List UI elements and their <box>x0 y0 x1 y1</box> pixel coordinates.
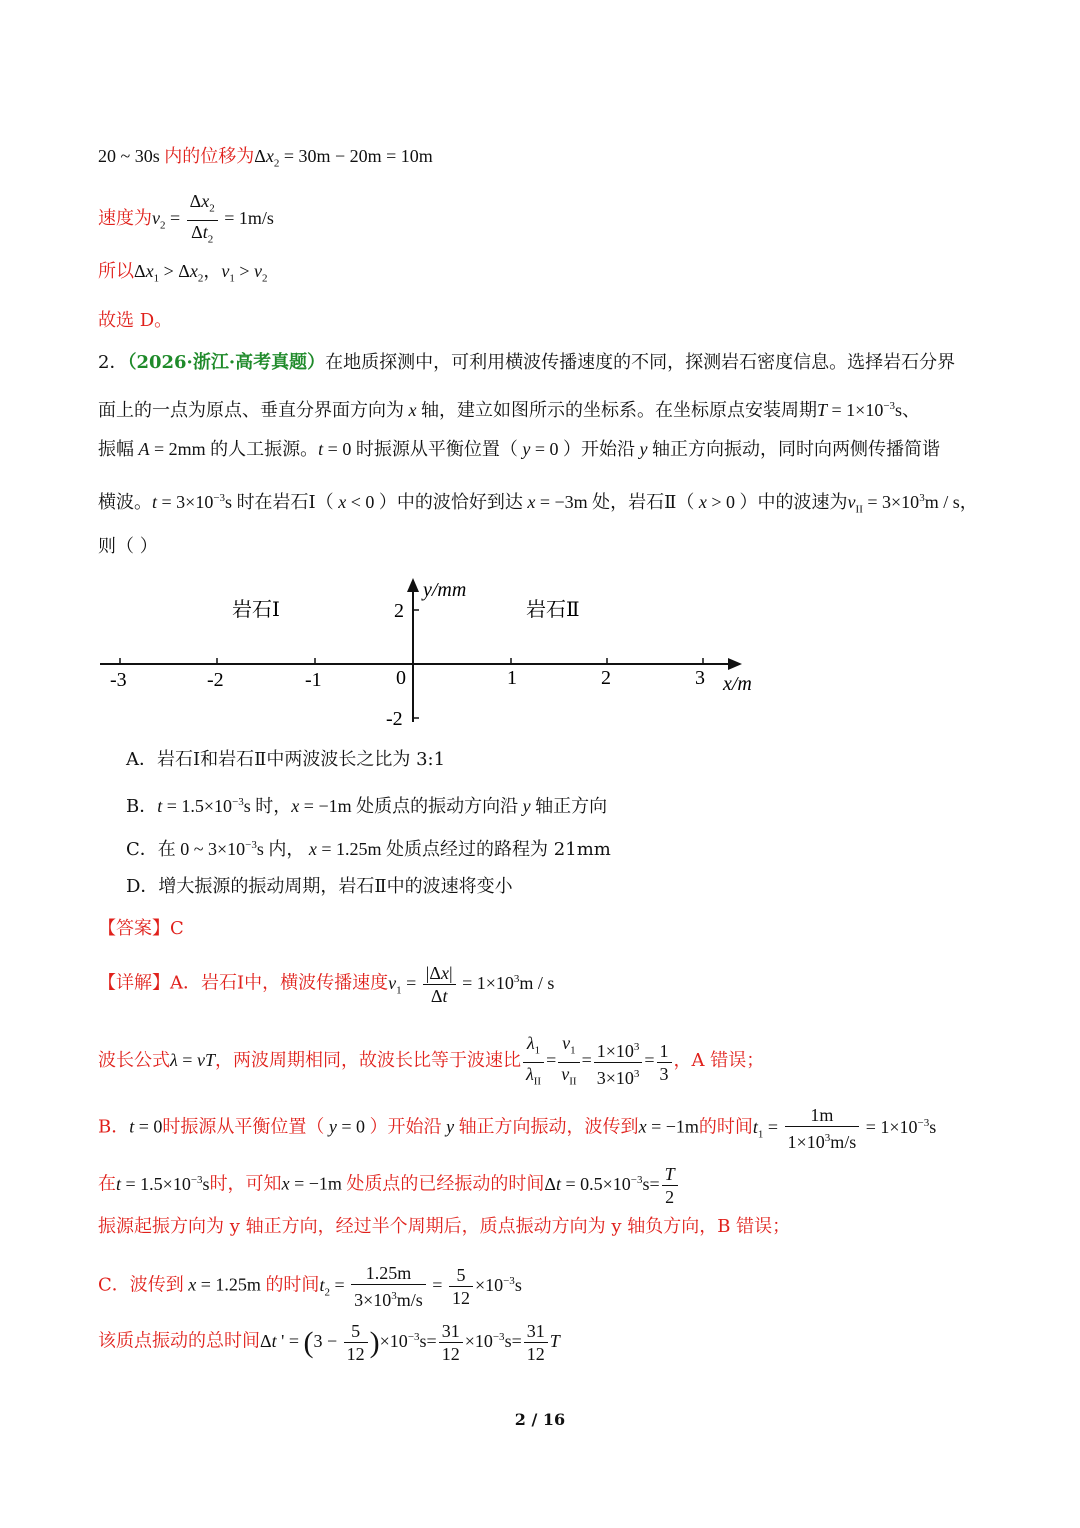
question-number: 2． <box>98 352 128 373</box>
solution-line-displacement: 20 ~ 30s 内的位移为$\Delta x_2 = 30m - 20m = 10m$ <box>98 146 433 170</box>
x-tick: -1 <box>305 669 322 691</box>
displacement-equation: = 30m − 20m = 10m <box>283 146 433 166</box>
x-tick: -2 <box>207 669 224 691</box>
x-tick: 3 <box>695 667 705 689</box>
rock-1-label: 岩石Ⅰ <box>232 599 280 621</box>
x-tick: 1 <box>507 667 517 689</box>
x-axis-label: x/m <box>723 673 752 695</box>
detail-c-line-2: 该质点振动的总时间Δt ' = (3 − $\frac{5}{12}$ )$\times 10^{-3}s=$ $\frac{31}{12}$ $\times 10^{-3}s=$ $\frac{31}{12}$ T <box>98 1321 560 1364</box>
option-c: C．在 0 ~ $3\times 10^{-3}s$ 内， x = 1.25m 处质点经过的路程为 21mm <box>126 839 611 860</box>
answer: 【答案】C <box>98 918 184 939</box>
y-axis-label: y/mm <box>423 579 467 601</box>
solution-line-velocity: 速度为$v_2$ = $\frac{\Delta x_2}{\Delta t_2}$ = 1m/s <box>98 191 274 246</box>
page-number: 2 / 16 <box>514 1410 566 1429</box>
solution-line-conclusion: 所以$\Delta x_1 > \Delta x_2$，$v_1 > v_2$ <box>98 261 268 285</box>
detail-b-line-2: 在$t = 1.5\times 10^{-3}s$时，可知x = −1m 处质点的已经振动的时间$\Delta t = 0.5\times 10^{-3}s=$ $\frac{T}{2}$ <box>98 1163 680 1208</box>
y-tick-top: 2 <box>394 600 404 622</box>
y-tick-bottom: -2 <box>386 708 403 730</box>
option-a: A．岩石Ⅰ和岩石Ⅱ中两波波长之比为 3:1 <box>126 749 446 770</box>
question-2-line-5: 则（ ） <box>98 536 158 557</box>
rock-2-label: 岩石Ⅱ <box>526 599 580 621</box>
displacement-label: 内的位移为 <box>164 146 255 167</box>
option-b: B．$t = 1.5\times 10^{-3}s$ 时，x = −1m 处质点的振动方向沿 y 轴正方向 <box>126 796 608 817</box>
solution-choice: 故选 D。 <box>98 310 173 331</box>
x-tick: -3 <box>110 669 127 691</box>
detail-b-line-1: B．t = 0时振源从平衡位置（ y = 0 ）开始沿 y 轴正方向振动，波传到x = −1m的时间$t_1$ = $\frac{1m}{1\times 10^3m/s}$ = $1\times 10^{-3}s$ <box>98 1105 937 1152</box>
time-range: 20 ~ 30s <box>98 146 165 166</box>
coordinate-figure <box>90 572 770 732</box>
conclusion-label: 所以 <box>98 261 134 282</box>
question-2-line-1: 2．（2026·浙江·高考真题）在地质探测中，可利用横波传播速度的不同，探测岩石密度信息。选择岩石分界 <box>98 352 956 373</box>
detail-b-line-3: 振源起振方向为 y 轴正方向，经过半个周期后，质点振动方向为 y 轴负方向，B 错误； <box>98 1216 791 1237</box>
question-2-line-4: 横波。$t = 3\times 10^{-3}s$ 时在岩石Ⅰ（ x < 0 ）中的波恰好到达 x = −3m 处，岩石Ⅱ（ x > 0 ）中的波速为$v_{II} = 3\times 10^3m / s$， <box>98 492 978 516</box>
detail-a-wavelength: 波长公式λ = vT，两波周期相同，故波长比等于波速比 $\frac{\lambda_1}{\lambda_{II}}$ = $\frac{v_1}{v_{II}}$ = $\frac{1\times 10^3}{3\times 10^3}$ = $\frac{1}{3}$ ，A 错误； <box>98 1033 765 1088</box>
detail-c-line-1: C．波传到 x = 1.25m 的时间$t_2$ = $\frac{1.25m}{3\times 10^3m/s}$ = $\frac{5}{12}$ $\times 10^{-3}s$ <box>98 1263 522 1310</box>
option-d: D．增大振源的振动周期，岩石Ⅱ中的波速将变小 <box>126 876 513 897</box>
question-2-line-2: 面上的一点为原点、垂直分界面方向为 x 轴，建立如图所示的坐标系。在坐标原点安装周期$T = 1\times 10^{-3}s$、 <box>98 400 921 421</box>
velocity-label: 速度为 <box>98 208 152 230</box>
x-tick: 0 <box>396 667 406 689</box>
question-source: （2026·浙江·高考真题） <box>127 352 326 373</box>
detail-a-line: 【详解】A．岩石Ⅰ中，横波传播速度$v_1$ = $\frac{|\Delta x|}{\Delta t}$ = $1\times 10^3m / s$ <box>98 963 555 1006</box>
question-2-line-3: 振幅 A = 2mm 的人工振源。t = 0 时振源从平衡位置（ y = 0 ）开始沿 y 轴正方向振动，同时向两侧传播简谐 <box>98 439 940 460</box>
x-tick: 2 <box>601 667 611 689</box>
